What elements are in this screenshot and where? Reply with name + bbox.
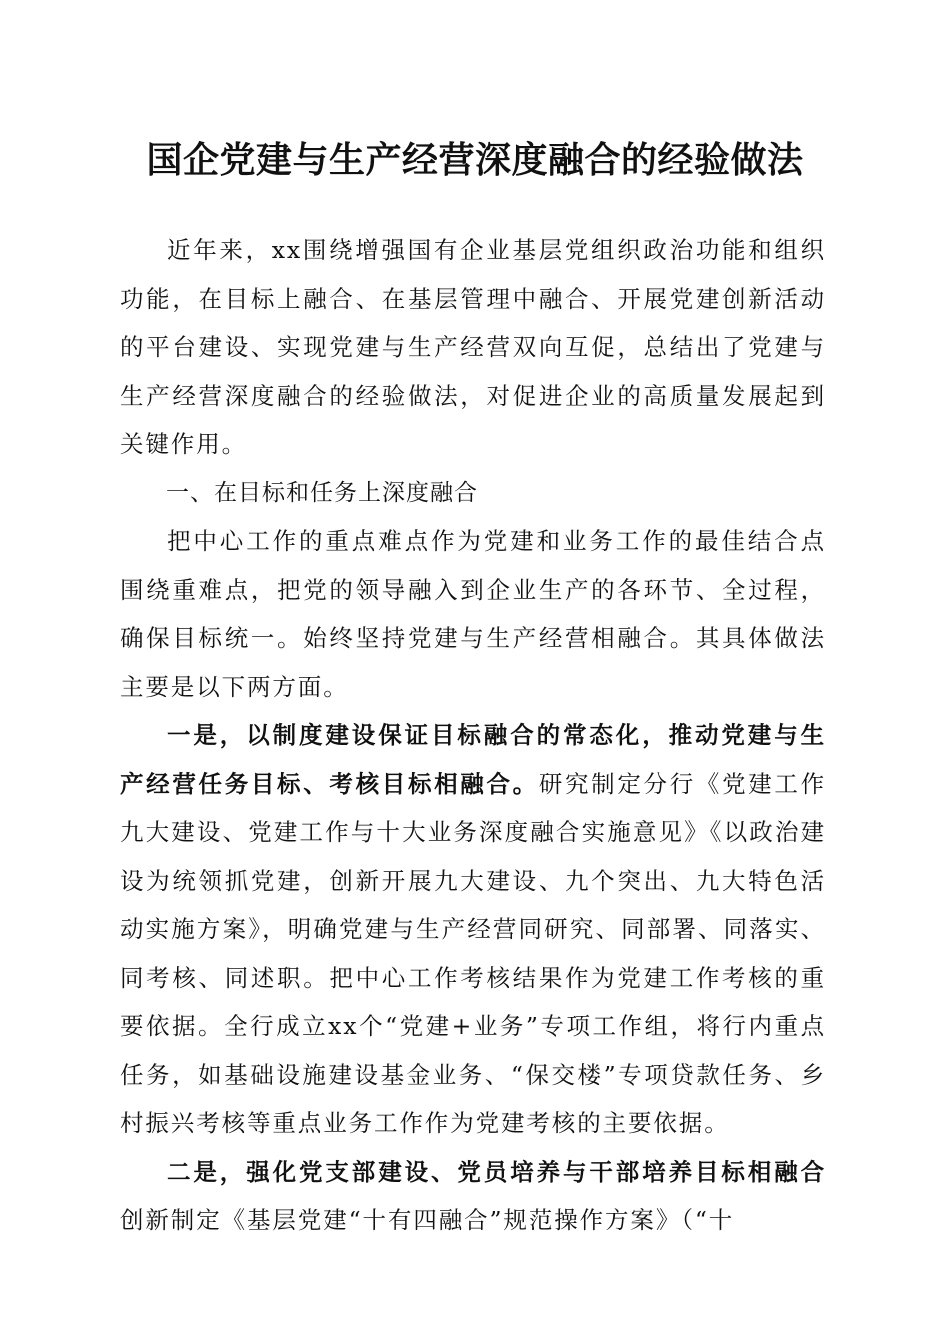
point-two-lead: 二是，强化党支部建设、党员培养与干部培养目标相融合 [167,1157,826,1186]
section-heading: 一、在目标和任务上深度融合 [166,479,478,506]
document-title: 国企党建与生产经营深度融合的经验做法 [146,139,804,181]
intro-paragraph: 近年来，xx围绕增强国有企业基层党组织政治功能和组织功能，在目标上融合、在基层管理中融合、开展党建创新活动的平台建设、实现党建与生产经营双向互促，总结出了党建与生产经营深度融合的经验做法，对促进企业的高质量发展起到关键作用。 [120,236,826,458]
point-one-paragraph [120,711,826,1148]
point-one-text: 研究制定分行《党建工作九大建设、党建工作与十大业务深度融合实施意见》《以政治建设为统领抓党建，创新开展九大建设、九个突出、九大特色活动实施方案》，明确党建与生产经营同研究、同部署、同落实、同考核、同述职。把中心工作考核结果作为党建工作考核的重要依据。全行成立xx个“党建+业务”专项工作组，将行内重点任务，如基础设施建设基金业务、“保交楼”专项贷款任务、乡村振兴考核等重点业务工作作为党建考核的主要依据。 [120,769,826,1137]
point-two-paragraph [120,1148,826,1245]
point-one-lead: 一是，以制度建设保证目标融合的常态化，推动党建与生产经营任务目标、考核目标相融合。 [120,721,826,798]
document-body [120,226,826,1245]
point-two-text: 创新制定《基层党建“十有四融合”规范操作方案》（“十 [120,1206,735,1234]
section-paragraph: 把中心工作的重点难点作为党建和业务工作的最佳结合点围绕重难点，把党的领导融入到企业生产的各环节、全过程，确保目标统一。始终坚持党建与生产经营相融合。其具体做法主要是以下两方面。 [120,527,826,701]
